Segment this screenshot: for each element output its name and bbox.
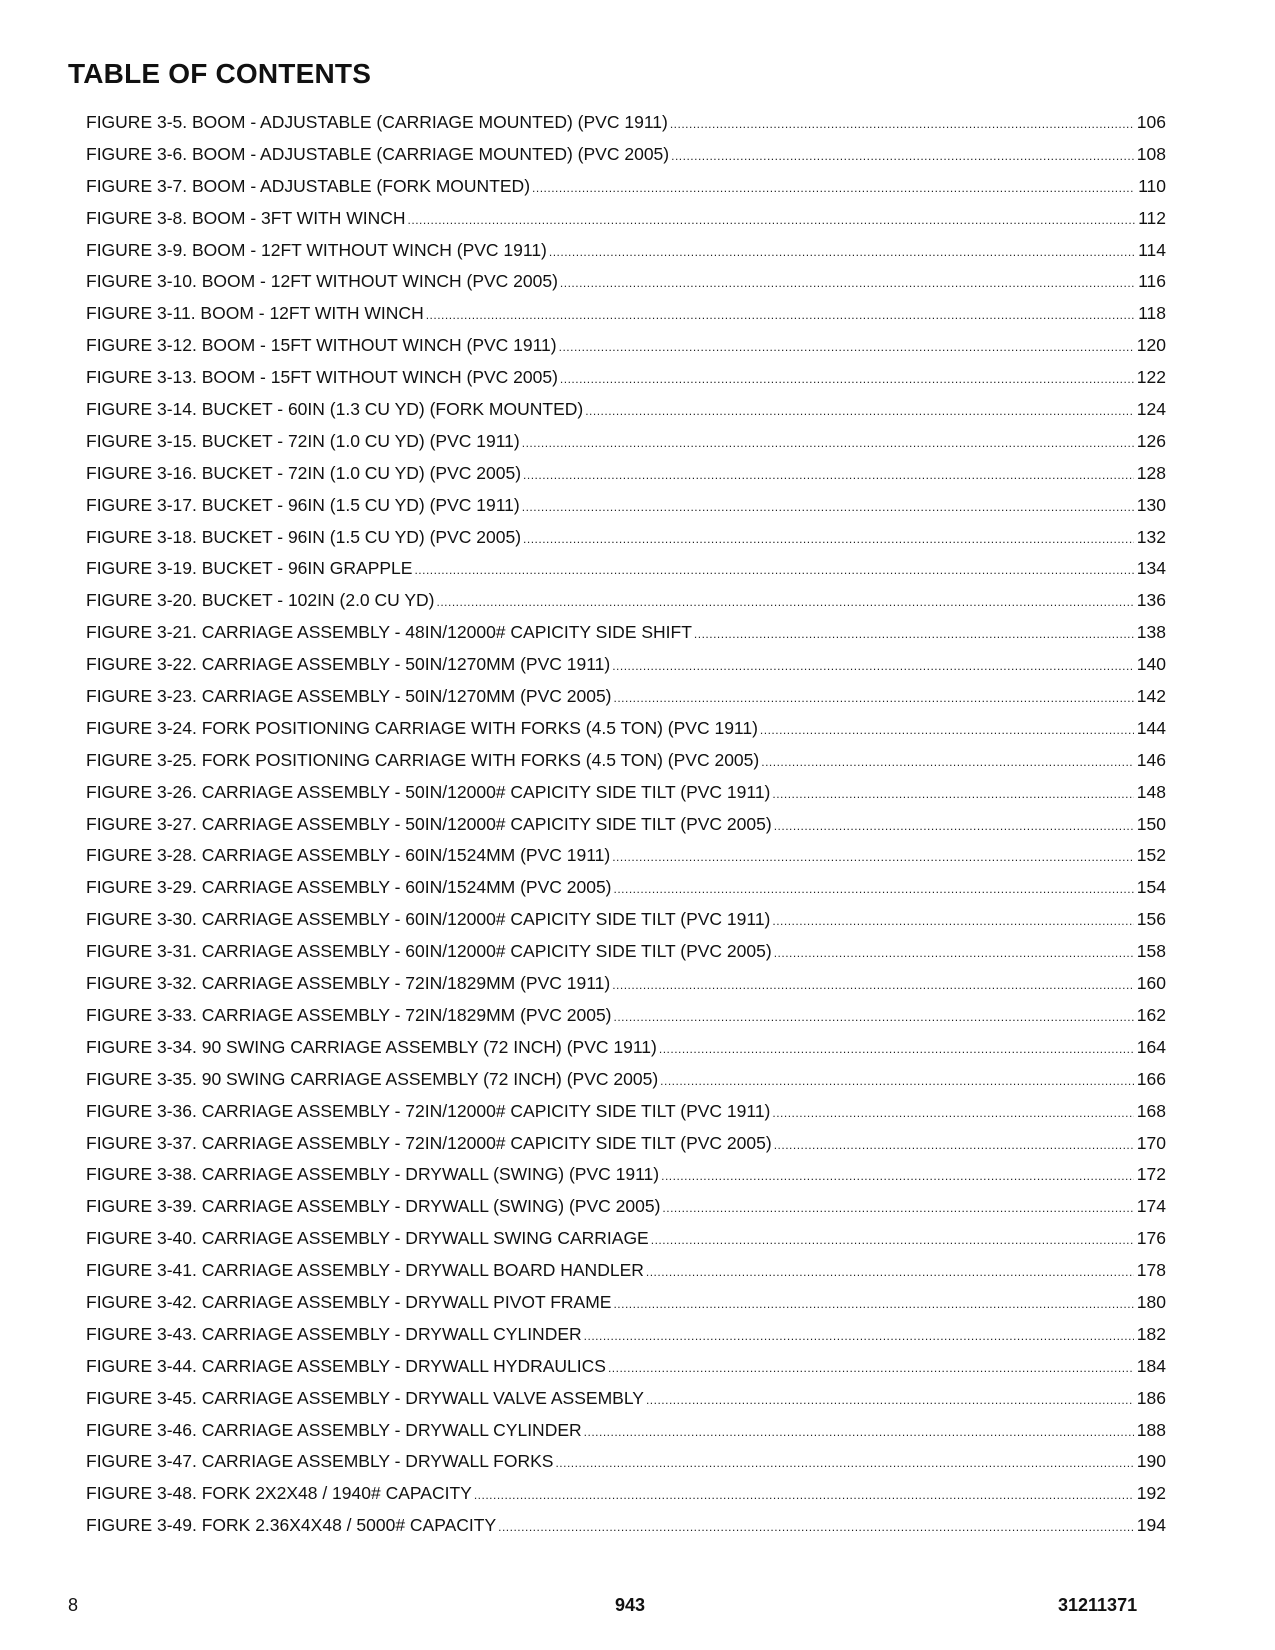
toc-dot-leader [614,1006,1134,1028]
toc-entry-label: FIGURE 3-8. BOOM - 3FT WITH WINCH [86,207,406,228]
toc-entry-label: FIGURE 3-17. BUCKET - 96IN (1.5 CU YD) (PVC 1911) [86,494,520,515]
toc-entry-label: FIGURE 3-6. BOOM - ADJUSTABLE (CARRIAGE MOUNTED) (PVC 2005) [86,143,670,164]
toc-entry-page: 168 [1136,1100,1166,1121]
toc-entry[interactable] [86,972,1166,1004]
toc-dot-leader [614,687,1134,709]
toc-entry[interactable] [86,813,1166,845]
toc-entry-label: FIGURE 3-25. FORK POSITIONING CARRIAGE WITH FORKS (4.5 TON) (PVC 2005) [86,749,760,770]
toc-entry-page: 182 [1136,1323,1166,1344]
toc-entry-page: 108 [1136,143,1166,164]
toc-entry-page: 120 [1136,335,1166,356]
toc-entry-page: 156 [1136,909,1166,930]
toc-entry-label: FIGURE 3-48. FORK 2X2X48 / 1940# CAPACITY [86,1483,472,1504]
toc-entry[interactable] [86,1323,1166,1355]
toc-entry-label: FIGURE 3-5. BOOM - ADJUSTABLE (CARRIAGE MOUNTED) (PVC 1911) [86,112,668,132]
toc-entry-label: FIGURE 3-10. BOOM - 12FT WITHOUT WINCH (PVC 2005) [86,271,558,292]
toc-dot-leader [426,304,1135,326]
toc-entry[interactable] [86,621,1166,653]
toc-entry-page: 106 [1136,112,1166,132]
toc-entry-label: FIGURE 3-12. BOOM - 15FT WITHOUT WINCH (PVC 1911) [86,335,557,356]
toc-entry-label: FIGURE 3-39. CARRIAGE ASSEMBLY - DRYWALL (SWING) (PVC 2005) [86,1196,661,1217]
toc-entry[interactable] [86,1036,1166,1068]
toc-entry-label: FIGURE 3-31. CARRIAGE ASSEMBLY - 60IN/12000# CAPICITY SIDE TILT (PVC 2005) [86,941,772,962]
toc-dot-leader [662,1197,1133,1219]
toc-dot-leader [560,368,1134,390]
toc-entry[interactable] [86,1514,1166,1546]
toc-dot-leader [671,145,1134,167]
toc-entry[interactable] [86,717,1166,749]
toc-dot-leader [761,751,1134,773]
toc-entry[interactable] [86,1163,1166,1195]
toc-dot-leader [549,241,1135,263]
toc-entry[interactable] [86,207,1166,239]
toc-entry-label: FIGURE 3-27. CARRIAGE ASSEMBLY - 50IN/12000# CAPICITY SIDE TILT (PVC 2005) [86,813,772,834]
toc-dot-leader [646,1389,1134,1411]
toc-entry-page: 178 [1136,1260,1166,1281]
footer-sheet-number: 943 [615,1595,646,1615]
toc-dot-leader [408,209,1136,231]
toc-entry-label: FIGURE 3-47. CARRIAGE ASSEMBLY - DRYWALL FORKS [86,1451,554,1472]
toc-entry-page: 116 [1138,271,1166,292]
toc-dot-leader [613,1293,1133,1315]
footer-document-number: 31211371 [1058,1595,1138,1615]
toc-entry-page: 122 [1136,367,1166,388]
toc-entry[interactable] [86,1291,1166,1323]
toc-entry[interactable] [86,844,1166,876]
toc-entry[interactable] [86,1132,1166,1164]
toc-entry-page: 154 [1136,877,1166,898]
toc-entry-page: 142 [1136,686,1166,707]
toc-entry-page: 132 [1136,526,1166,547]
toc-entry-page: 126 [1136,430,1166,451]
toc-entry-label: FIGURE 3-22. CARRIAGE ASSEMBLY - 50IN/1270MM (PVC 1911) [86,654,611,675]
toc-entry-label: FIGURE 3-20. BUCKET - 102IN (2.0 CU YD) [86,590,435,611]
toc-entry[interactable] [86,1259,1166,1291]
toc-entry-label: FIGURE 3-18. BUCKET - 96IN (1.5 CU YD) (PVC 2005) [86,526,522,547]
toc-entry[interactable] [86,239,1166,271]
toc-entry-label: FIGURE 3-33. CARRIAGE ASSEMBLY - 72IN/1829MM (PVC 2005) [86,1004,612,1025]
toc-entry[interactable] [86,1450,1166,1482]
toc-entry[interactable] [86,1419,1166,1451]
toc-entry-label: FIGURE 3-43. CARRIAGE ASSEMBLY - DRYWALL CYLINDER [86,1323,582,1344]
toc-entry-page: 118 [1138,303,1166,324]
toc-entry[interactable] [86,430,1166,462]
toc-entry-page: 140 [1136,654,1166,675]
toc-entry[interactable] [86,334,1166,366]
toc-entry-label: FIGURE 3-34. 90 SWING CARRIAGE ASSEMBLY (72 INCH) (PVC 1911) [86,1036,657,1057]
toc-entry-label: FIGURE 3-13. BOOM - 15FT WITHOUT WINCH (PVC 2005) [86,367,558,388]
toc-entry-page: 170 [1136,1132,1166,1153]
toc-entry-page: 150 [1136,813,1166,834]
toc-entry[interactable] [86,940,1166,972]
toc-entry-page: 190 [1136,1451,1166,1472]
toc-entry-page: 194 [1136,1515,1166,1536]
toc-dot-leader [614,878,1134,900]
toc-entry[interactable] [86,1068,1166,1100]
toc-entry-label: FIGURE 3-19. BUCKET - 96IN GRAPPLE [86,558,413,579]
toc-entry-label: FIGURE 3-16. BUCKET - 72IN (1.0 CU YD) (PVC 2005) [86,462,522,483]
toc-entry[interactable] [86,876,1166,908]
toc-entry[interactable] [86,175,1166,207]
toc-dot-leader [694,623,1134,645]
toc-entry-label: FIGURE 3-46. CARRIAGE ASSEMBLY - DRYWALL CYLINDER [86,1419,582,1440]
toc-dot-leader [559,336,1134,358]
toc-entry-page: 186 [1136,1387,1166,1408]
toc-dot-leader [774,942,1134,964]
toc-entry-page: 160 [1136,973,1166,994]
toc-entry-label: FIGURE 3-28. CARRIAGE ASSEMBLY - 60IN/1524MM (PVC 1911) [86,845,611,866]
toc-entry-page: 128 [1136,462,1166,483]
toc-entry-page: 136 [1136,590,1166,611]
toc-dot-leader [772,1102,1133,1124]
toc-dot-leader [522,432,1134,454]
toc-entry-label: FIGURE 3-7. BOOM - ADJUSTABLE (FORK MOUNTED) [86,175,531,196]
toc-dot-leader [659,1038,1134,1060]
toc-entry-label: FIGURE 3-21. CARRIAGE ASSEMBLY - 48IN/12000# CAPICITY SIDE SHIFT [86,622,692,643]
toc-dot-leader [612,974,1134,996]
toc-entry[interactable] [86,462,1166,494]
toc-dot-leader [560,272,1135,294]
toc-entry-page: 152 [1136,845,1166,866]
toc-entry[interactable] [86,1195,1166,1227]
toc-dot-leader [474,1484,1134,1506]
toc-dot-leader [532,177,1135,199]
toc-entry-page: 146 [1136,749,1166,770]
toc-entry-page: 192 [1136,1483,1166,1504]
toc-entry-page: 124 [1136,399,1166,420]
toc-dot-leader [523,528,1134,550]
toc-entry[interactable] [86,494,1166,526]
toc-entry-label: FIGURE 3-29. CARRIAGE ASSEMBLY - 60IN/1524MM (PVC 2005) [86,877,612,898]
toc-dot-leader [584,1325,1134,1347]
toc-dot-leader [774,815,1134,837]
toc-entry-page: 112 [1138,207,1166,228]
toc-entry-label: FIGURE 3-49. FORK 2.36X4X48 / 5000# CAPACITY [86,1515,497,1536]
toc-entry-label: FIGURE 3-26. CARRIAGE ASSEMBLY - 50IN/12000# CAPICITY SIDE TILT (PVC 1911) [86,781,771,802]
toc-entry-page: 172 [1136,1164,1166,1185]
toc-entry[interactable] [86,1355,1166,1387]
toc-entry[interactable] [86,1387,1166,1419]
toc-entry[interactable] [86,781,1166,813]
toc-dot-leader [608,1357,1134,1379]
toc-entry-page: 166 [1136,1068,1166,1089]
toc-dot-leader [772,783,1133,805]
toc-dot-leader [522,496,1134,518]
toc-entry[interactable] [86,908,1166,940]
toc-entry-page: 134 [1136,558,1166,579]
toc-dot-leader [414,559,1133,581]
toc-entry[interactable] [86,526,1166,558]
toc-entry-label: FIGURE 3-11. BOOM - 12FT WITH WINCH [86,303,424,324]
toc-entry-page: 184 [1136,1355,1166,1376]
page-title: TABLE OF CONTENTS [68,58,372,89]
toc-entry-label: FIGURE 3-40. CARRIAGE ASSEMBLY - DRYWALL SWING CARRIAGE [86,1228,649,1249]
toc-entry-page: 174 [1136,1196,1166,1217]
toc-dot-leader [660,1070,1134,1092]
toc-dot-leader [651,1229,1134,1251]
toc-dot-leader [555,1452,1133,1474]
toc-entry[interactable] [86,749,1166,781]
toc-entry-page: 144 [1136,717,1166,738]
toc-dot-leader [612,846,1134,868]
toc-entry-label: FIGURE 3-36. CARRIAGE ASSEMBLY - 72IN/12000# CAPICITY SIDE TILT (PVC 1911) [86,1100,771,1121]
toc-entry-label: FIGURE 3-23. CARRIAGE ASSEMBLY - 50IN/1270MM (PVC 2005) [86,686,612,707]
toc-entry-label: FIGURE 3-32. CARRIAGE ASSEMBLY - 72IN/1829MM (PVC 1911) [86,973,611,994]
toc-entry-label: FIGURE 3-14. BUCKET - 60IN (1.3 CU YD) (FORK MOUNTED) [86,399,584,420]
toc-dot-leader [585,400,1134,422]
toc-entry-label: FIGURE 3-24. FORK POSITIONING CARRIAGE WITH FORKS (4.5 TON) (PVC 1911) [86,717,758,738]
toc-entry[interactable] [86,653,1166,685]
toc-entry-page: 114 [1138,239,1166,260]
toc-dot-leader [670,113,1134,135]
toc-entry-page: 162 [1136,1004,1166,1025]
toc-entry[interactable] [86,1100,1166,1132]
toc-entry-label: FIGURE 3-9. BOOM - 12FT WITHOUT WINCH (PVC 1911) [86,239,547,260]
toc-entry-page: 180 [1136,1291,1166,1312]
toc-dot-leader [774,1134,1134,1156]
toc-entry-label: FIGURE 3-35. 90 SWING CARRIAGE ASSEMBLY (72 INCH) (PVC 2005) [86,1068,659,1089]
toc-entry[interactable] [86,111,1166,143]
toc-entry[interactable] [86,685,1166,717]
toc-entry[interactable] [86,302,1166,334]
toc-entry[interactable] [86,143,1166,175]
toc-entry-label: FIGURE 3-42. CARRIAGE ASSEMBLY - DRYWALL PIVOT FRAME [86,1291,612,1312]
footer-page-number: 8 [68,1595,79,1615]
toc-entry-page: 164 [1136,1036,1166,1057]
table-of-contents [86,111,1166,1546]
toc-entry[interactable] [86,557,1166,589]
toc-dot-leader [612,655,1134,677]
toc-entry-label: FIGURE 3-41. CARRIAGE ASSEMBLY - DRYWALL BOARD HANDLER [86,1260,644,1281]
toc-entry-label: FIGURE 3-45. CARRIAGE ASSEMBLY - DRYWALL VALVE ASSEMBLY [86,1387,644,1408]
toc-entry[interactable] [86,270,1166,302]
toc-dot-leader [772,910,1133,932]
toc-entry-page: 130 [1136,494,1166,515]
toc-entry-page: 138 [1136,622,1166,643]
toc-entry-label: FIGURE 3-38. CARRIAGE ASSEMBLY - DRYWALL (SWING) (PVC 1911) [86,1164,660,1185]
toc-dot-leader [646,1261,1134,1283]
toc-dot-leader [436,591,1133,613]
toc-dot-leader [584,1421,1134,1443]
toc-entry[interactable] [86,589,1166,621]
toc-entry[interactable] [86,366,1166,398]
toc-dot-leader [661,1165,1134,1187]
toc-entry-label: FIGURE 3-44. CARRIAGE ASSEMBLY - DRYWALL HYDRAULICS [86,1355,606,1376]
toc-entry-label: FIGURE 3-30. CARRIAGE ASSEMBLY - 60IN/12000# CAPICITY SIDE TILT (PVC 1911) [86,909,771,930]
toc-entry-label: FIGURE 3-15. BUCKET - 72IN (1.0 CU YD) (PVC 1911) [86,430,520,451]
toc-entry-page: 176 [1136,1228,1166,1249]
toc-dot-leader [760,719,1134,741]
toc-entry-page: 188 [1136,1419,1166,1440]
toc-entry-page: 110 [1138,175,1166,196]
toc-dot-leader [523,464,1134,486]
toc-entry-page: 148 [1136,781,1166,802]
toc-entry[interactable] [86,398,1166,430]
toc-entry-label: FIGURE 3-37. CARRIAGE ASSEMBLY - 72IN/12000# CAPICITY SIDE TILT (PVC 2005) [86,1132,772,1153]
toc-entry[interactable] [86,1227,1166,1259]
toc-entry[interactable] [86,1004,1166,1036]
toc-entry[interactable] [86,1482,1166,1514]
toc-dot-leader [498,1516,1134,1538]
toc-entry-page: 158 [1136,941,1166,962]
